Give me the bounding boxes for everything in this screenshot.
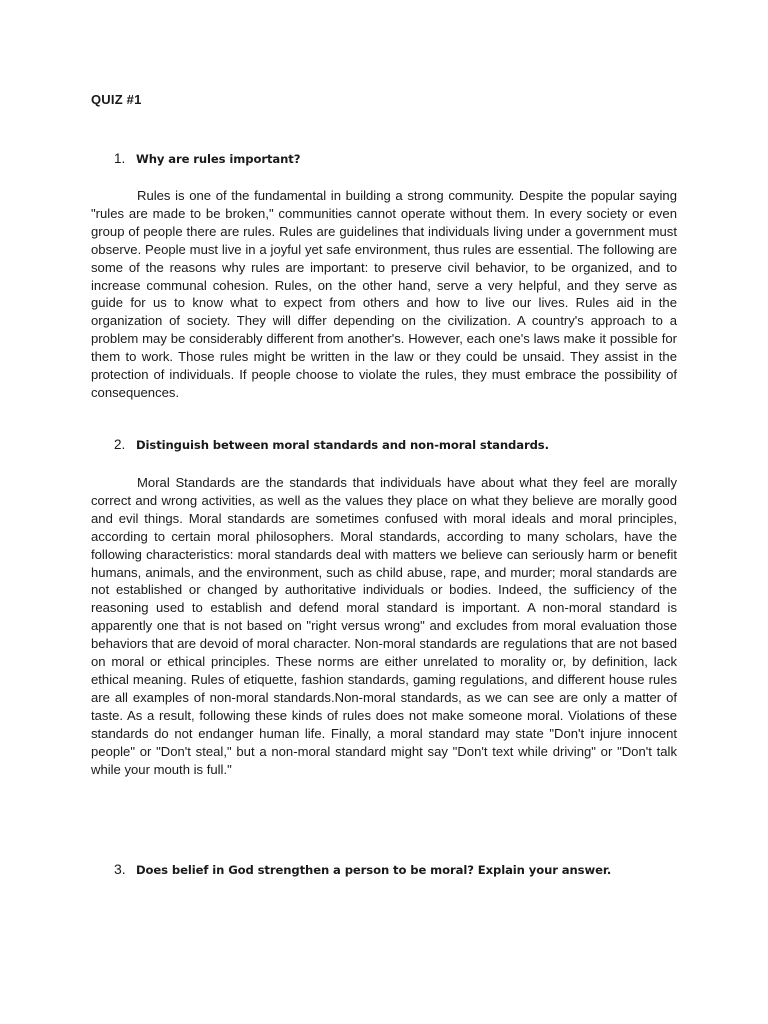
answer-2: Moral Standards are the standards that individuals have about what they feel are morally correct and wrong activities, as well as the values they place on what they believe are morally good and evil things. Moral standards are sometimes confused with moral ideals and moral principles, according to certain moral philosophers. Moral standards, according to many scholars, have the following characteristics: moral standards deal with matters we believe can seriously harm or benefit humans, animals, and the environment, such as child abuse, rape, and murder; moral standards are not established or changed by authoritative individuals or bodies. Indeed, the sufficiency of the reasoning used to establish and defend moral standard is important. A non-moral standard is apparently one that is not based on "right versus wrong" and excludes from moral evaluation those behaviors that are devoid of moral character. Non-moral standards are regulations that are not based on moral or ethical principles. These norms are either unrelated to morality or, by definition, lack ethical meaning. Rules of etiquette, fashion standards, gaming regulations, and different house rules are all examples of non-moral standards.Non-moral standards, as we can see are only a matter of taste. As a result, following these kinds of rules does not make someone moral. Violations of these standards do not endanger human life. Finally, a moral standard may state "Don't injure innocent people" or "Don't steal," but a non-moral standard might say "Don't text while driving" or "Don't talk while your mouth is full." <box>91 475 677 777</box>
question-3 <box>114 861 611 877</box>
answer-1: Rules is one of the fundamental in building a strong community. Despite the popular saying "rules are made to be broken," communities cannot operate without them. In every society or even group of people there are rules. Rules are guidelines that individuals living under a government must observe. People must live in a joyful yet safe environment, thus rules are essential. The following are some of the reasons why rules are important: to preserve civil behavior, to be organized, and to increase communal cohesion. Rules, on the other hand, serve a very helpful, and they serve as guide for us to know what to expect from others and how to live our lives. Rules aid in the organization of society. They will differ depending on the civilization. A country's approach to a problem may be considerably different from another's. However, each one's laws make it possible for them to work. Those rules might be written in the law or they could be unsaid. They assist in the protection of individuals. If people choose to violate the rules, they must embrace the possibility of consequences. <box>91 188 677 400</box>
document-title: QUIZ #1 <box>91 92 142 107</box>
question-1 <box>114 151 300 166</box>
question-number: 3. <box>114 861 126 877</box>
question-text: Why are rules important? <box>136 152 301 166</box>
question-number: 1. <box>114 151 126 166</box>
question-text: Does belief in God strengthen a person to be moral? Explain your answer. <box>136 863 612 877</box>
question-2 <box>114 437 549 452</box>
question-number: 2. <box>114 437 126 452</box>
question-text: Distinguish between moral standards and non-moral standards. <box>136 438 549 452</box>
